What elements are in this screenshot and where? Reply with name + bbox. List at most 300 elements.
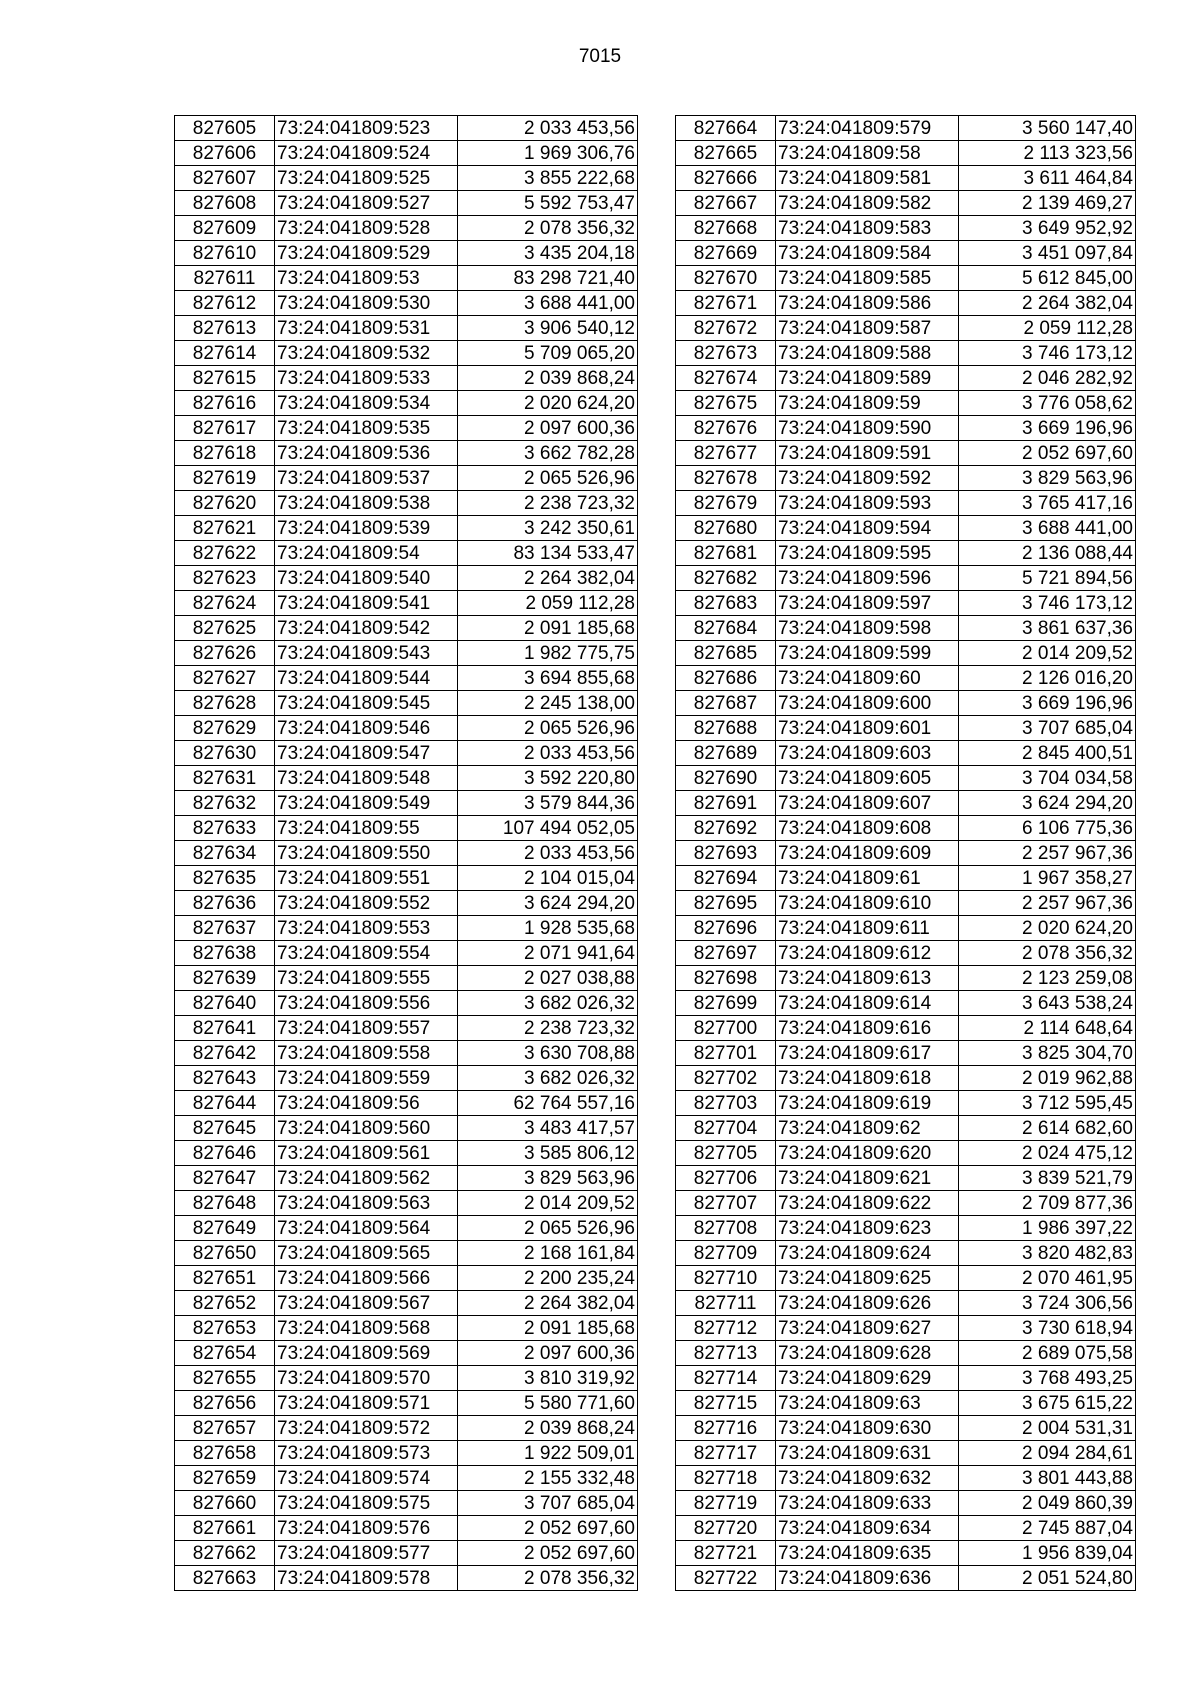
row-number-cell: 827688 — [676, 716, 776, 741]
value-cell: 1 956 839,04 — [959, 1541, 1136, 1566]
table-row — [676, 1541, 1136, 1566]
cadastral-number-cell: 73:24:041809:576 — [275, 1516, 458, 1541]
row-number-cell: 827696 — [676, 916, 776, 941]
cadastral-number-cell: 73:24:041809:610 — [776, 891, 959, 916]
value-cell: 2 238 723,32 — [458, 1016, 638, 1041]
cadastral-number-cell: 73:24:041809:551 — [275, 866, 458, 891]
row-number-cell: 827693 — [676, 841, 776, 866]
value-cell: 1 922 509,01 — [458, 1441, 638, 1466]
cadastral-number-cell: 73:24:041809:573 — [275, 1441, 458, 1466]
row-number-cell: 827671 — [676, 291, 776, 316]
cadastral-number-cell: 73:24:041809:620 — [776, 1141, 959, 1166]
table-row — [175, 491, 638, 516]
cadastral-number-cell: 73:24:041809:55 — [275, 816, 458, 841]
value-cell: 2 020 624,20 — [458, 391, 638, 416]
table-row — [676, 241, 1136, 266]
cadastral-number-cell: 73:24:041809:629 — [776, 1366, 959, 1391]
value-cell: 5 580 771,60 — [458, 1391, 638, 1416]
value-cell: 2 126 016,20 — [959, 666, 1136, 691]
cadastral-number-cell: 73:24:041809:61 — [776, 866, 959, 891]
row-number-cell: 827714 — [676, 1366, 776, 1391]
value-cell: 2 114 648,64 — [959, 1016, 1136, 1041]
value-cell: 2 033 453,56 — [458, 841, 638, 866]
value-cell: 2 155 332,48 — [458, 1466, 638, 1491]
row-number-cell: 827690 — [676, 766, 776, 791]
value-cell: 3 839 521,79 — [959, 1166, 1136, 1191]
cadastral-number-cell: 73:24:041809:621 — [776, 1166, 959, 1191]
table-row — [676, 1341, 1136, 1366]
table-row — [175, 1466, 638, 1491]
value-cell: 2 689 075,58 — [959, 1341, 1136, 1366]
row-number-cell: 827623 — [175, 566, 275, 591]
cadastral-number-cell: 73:24:041809:599 — [776, 641, 959, 666]
value-cell: 2 168 161,84 — [458, 1241, 638, 1266]
value-cell: 3 820 482,83 — [959, 1241, 1136, 1266]
cadastral-number-cell: 73:24:041809:59 — [776, 391, 959, 416]
table-row — [676, 1241, 1136, 1266]
value-cell: 2 264 382,04 — [458, 566, 638, 591]
cadastral-number-cell: 73:24:041809:603 — [776, 741, 959, 766]
value-cell: 3 675 615,22 — [959, 1391, 1136, 1416]
value-cell: 3 579 844,36 — [458, 791, 638, 816]
table-row — [676, 816, 1136, 841]
value-cell: 3 682 026,32 — [458, 1066, 638, 1091]
value-cell: 2 039 868,24 — [458, 1416, 638, 1441]
row-number-cell: 827694 — [676, 866, 776, 891]
cadastral-number-cell: 73:24:041809:525 — [275, 166, 458, 191]
table-row — [175, 1541, 638, 1566]
row-number-cell: 827636 — [175, 891, 275, 916]
row-number-cell: 827637 — [175, 916, 275, 941]
cadastral-number-cell: 73:24:041809:631 — [776, 1441, 959, 1466]
cadastral-number-cell: 73:24:041809:566 — [275, 1266, 458, 1291]
table-row — [175, 1416, 638, 1441]
table-row — [175, 1266, 638, 1291]
table-row — [676, 641, 1136, 666]
value-cell: 2 078 356,32 — [458, 1566, 638, 1591]
cadastral-number-cell: 73:24:041809:630 — [776, 1416, 959, 1441]
cadastral-number-cell: 73:24:041809:527 — [275, 191, 458, 216]
cadastral-table-right — [675, 115, 1136, 1591]
cadastral-number-cell: 73:24:041809:535 — [275, 416, 458, 441]
row-number-cell: 827712 — [676, 1316, 776, 1341]
value-cell: 3 682 026,32 — [458, 991, 638, 1016]
cadastral-number-cell: 73:24:041809:582 — [776, 191, 959, 216]
cadastral-number-cell: 73:24:041809:531 — [275, 316, 458, 341]
cadastral-number-cell: 73:24:041809:601 — [776, 716, 959, 741]
value-cell: 1 969 306,76 — [458, 141, 638, 166]
table-row — [175, 1566, 638, 1591]
row-number-cell: 827679 — [676, 491, 776, 516]
row-number-cell: 827670 — [676, 266, 776, 291]
value-cell: 2 014 209,52 — [959, 641, 1136, 666]
row-number-cell: 827646 — [175, 1141, 275, 1166]
row-number-cell: 827615 — [175, 366, 275, 391]
row-number-cell: 827674 — [676, 366, 776, 391]
value-cell: 2 123 259,08 — [959, 966, 1136, 991]
cadastral-number-cell: 73:24:041809:550 — [275, 841, 458, 866]
row-number-cell: 827700 — [676, 1016, 776, 1041]
value-cell: 2 091 185,68 — [458, 616, 638, 641]
value-cell: 3 662 782,28 — [458, 441, 638, 466]
table-row — [676, 791, 1136, 816]
row-number-cell: 827689 — [676, 741, 776, 766]
row-number-cell: 827619 — [175, 466, 275, 491]
table-row — [175, 416, 638, 441]
table-row — [676, 491, 1136, 516]
table-row — [175, 1041, 638, 1066]
table-row — [175, 841, 638, 866]
row-number-cell: 827701 — [676, 1041, 776, 1066]
row-number-cell: 827704 — [676, 1116, 776, 1141]
table-row — [175, 166, 638, 191]
value-cell: 2 614 682,60 — [959, 1116, 1136, 1141]
row-number-cell: 827709 — [676, 1241, 776, 1266]
row-number-cell: 827635 — [175, 866, 275, 891]
value-cell: 62 764 557,16 — [458, 1091, 638, 1116]
row-number-cell: 827607 — [175, 166, 275, 191]
row-number-cell: 827691 — [676, 791, 776, 816]
value-cell: 3 746 173,12 — [959, 591, 1136, 616]
row-number-cell: 827638 — [175, 941, 275, 966]
table-row — [175, 866, 638, 891]
row-number-cell: 827717 — [676, 1441, 776, 1466]
table-row — [676, 841, 1136, 866]
table-row — [676, 191, 1136, 216]
cadastral-number-cell: 73:24:041809:62 — [776, 1116, 959, 1141]
cadastral-number-cell: 73:24:041809:595 — [776, 541, 959, 566]
value-cell: 2 033 453,56 — [458, 116, 638, 141]
cadastral-number-cell: 73:24:041809:529 — [275, 241, 458, 266]
table-row — [676, 391, 1136, 416]
cadastral-number-cell: 73:24:041809:557 — [275, 1016, 458, 1041]
value-cell: 2 094 284,61 — [959, 1441, 1136, 1466]
table-row — [175, 566, 638, 591]
table-row — [175, 1241, 638, 1266]
row-number-cell: 827720 — [676, 1516, 776, 1541]
value-cell: 2 264 382,04 — [959, 291, 1136, 316]
cadastral-number-cell: 73:24:041809:547 — [275, 741, 458, 766]
table-row — [175, 1391, 638, 1416]
value-cell: 3 592 220,80 — [458, 766, 638, 791]
row-number-cell: 827611 — [175, 266, 275, 291]
row-number-cell: 827685 — [676, 641, 776, 666]
table-row — [175, 441, 638, 466]
table-row — [676, 441, 1136, 466]
value-cell: 2 257 967,36 — [959, 841, 1136, 866]
row-number-cell: 827621 — [175, 516, 275, 541]
cadastral-number-cell: 73:24:041809:597 — [776, 591, 959, 616]
value-cell: 5 721 894,56 — [959, 566, 1136, 591]
value-cell: 107 494 052,05 — [458, 816, 638, 841]
cadastral-number-cell: 73:24:041809:591 — [776, 441, 959, 466]
value-cell: 3 624 294,20 — [458, 891, 638, 916]
value-cell: 3 724 306,56 — [959, 1291, 1136, 1316]
row-number-cell: 827627 — [175, 666, 275, 691]
cadastral-number-cell: 73:24:041809:581 — [776, 166, 959, 191]
row-number-cell: 827629 — [175, 716, 275, 741]
table-row — [676, 966, 1136, 991]
cadastral-number-cell: 73:24:041809:548 — [275, 766, 458, 791]
row-number-cell: 827648 — [175, 1191, 275, 1216]
value-cell: 3 707 685,04 — [959, 716, 1136, 741]
cadastral-number-cell: 73:24:041809:623 — [776, 1216, 959, 1241]
row-number-cell: 827643 — [175, 1066, 275, 1091]
row-number-cell: 827649 — [175, 1216, 275, 1241]
table-row — [676, 1291, 1136, 1316]
cadastral-number-cell: 73:24:041809:540 — [275, 566, 458, 591]
table-row — [676, 1216, 1136, 1241]
value-cell: 2 071 941,64 — [458, 941, 638, 966]
value-cell: 2 052 697,60 — [959, 441, 1136, 466]
value-cell: 3 669 196,96 — [959, 691, 1136, 716]
table-row — [175, 191, 638, 216]
table-row — [676, 941, 1136, 966]
cadastral-number-cell: 73:24:041809:572 — [275, 1416, 458, 1441]
value-cell: 3 768 493,25 — [959, 1366, 1136, 1391]
table-row — [676, 116, 1136, 141]
table-row — [676, 1441, 1136, 1466]
cadastral-number-cell: 73:24:041809:585 — [776, 266, 959, 291]
cadastral-number-cell: 73:24:041809:589 — [776, 366, 959, 391]
cadastral-number-cell: 73:24:041809:626 — [776, 1291, 959, 1316]
table-row — [676, 1391, 1136, 1416]
table-row — [175, 766, 638, 791]
value-cell: 2 104 015,04 — [458, 866, 638, 891]
row-number-cell: 827684 — [676, 616, 776, 641]
table-row — [175, 616, 638, 641]
row-number-cell: 827634 — [175, 841, 275, 866]
value-cell: 2 065 526,96 — [458, 1216, 638, 1241]
row-number-cell: 827610 — [175, 241, 275, 266]
table-row — [676, 316, 1136, 341]
cadastral-number-cell: 73:24:041809:612 — [776, 941, 959, 966]
value-cell: 3 810 319,92 — [458, 1366, 638, 1391]
row-number-cell: 827659 — [175, 1466, 275, 1491]
row-number-cell: 827716 — [676, 1416, 776, 1441]
table-row — [676, 1366, 1136, 1391]
value-cell: 3 707 685,04 — [458, 1491, 638, 1516]
cadastral-number-cell: 73:24:041809:634 — [776, 1516, 959, 1541]
row-number-cell: 827632 — [175, 791, 275, 816]
value-cell: 3 585 806,12 — [458, 1141, 638, 1166]
table-row — [175, 316, 638, 341]
value-cell: 2 200 235,24 — [458, 1266, 638, 1291]
cadastral-number-cell: 73:24:041809:593 — [776, 491, 959, 516]
cadastral-number-cell: 73:24:041809:523 — [275, 116, 458, 141]
table-row — [175, 691, 638, 716]
cadastral-number-cell: 73:24:041809:553 — [275, 916, 458, 941]
row-number-cell: 827665 — [676, 141, 776, 166]
table-row — [676, 141, 1136, 166]
cadastral-number-cell: 73:24:041809:560 — [275, 1116, 458, 1141]
row-number-cell: 827608 — [175, 191, 275, 216]
cadastral-number-cell: 73:24:041809:587 — [776, 316, 959, 341]
cadastral-number-cell: 73:24:041809:614 — [776, 991, 959, 1016]
row-number-cell: 827651 — [175, 1266, 275, 1291]
value-cell: 3 435 204,18 — [458, 241, 638, 266]
row-number-cell: 827609 — [175, 216, 275, 241]
row-number-cell: 827708 — [676, 1216, 776, 1241]
value-cell: 2 097 600,36 — [458, 416, 638, 441]
value-cell: 3 704 034,58 — [959, 766, 1136, 791]
table-row — [676, 716, 1136, 741]
row-number-cell: 827680 — [676, 516, 776, 541]
table-row — [676, 416, 1136, 441]
table-row — [676, 1491, 1136, 1516]
row-number-cell: 827660 — [175, 1491, 275, 1516]
row-number-cell: 827666 — [676, 166, 776, 191]
table-row — [676, 1316, 1136, 1341]
table-row — [676, 616, 1136, 641]
cadastral-number-cell: 73:24:041809:611 — [776, 916, 959, 941]
cadastral-number-cell: 73:24:041809:616 — [776, 1016, 959, 1041]
value-cell: 3 451 097,84 — [959, 241, 1136, 266]
row-number-cell: 827617 — [175, 416, 275, 441]
value-cell: 3 694 855,68 — [458, 666, 638, 691]
value-cell: 2 078 356,32 — [959, 941, 1136, 966]
cadastral-number-cell: 73:24:041809:575 — [275, 1491, 458, 1516]
cadastral-number-cell: 73:24:041809:539 — [275, 516, 458, 541]
row-number-cell: 827713 — [676, 1341, 776, 1366]
table-row — [175, 816, 638, 841]
row-number-cell: 827628 — [175, 691, 275, 716]
value-cell: 2 052 697,60 — [458, 1541, 638, 1566]
table-row — [175, 116, 638, 141]
value-cell: 3 730 618,94 — [959, 1316, 1136, 1341]
row-number-cell: 827616 — [175, 391, 275, 416]
value-cell: 1 928 535,68 — [458, 916, 638, 941]
value-cell: 3 712 595,45 — [959, 1091, 1136, 1116]
value-cell: 2 004 531,31 — [959, 1416, 1136, 1441]
cadastral-number-cell: 73:24:041809:558 — [275, 1041, 458, 1066]
table-row — [676, 1016, 1136, 1041]
row-number-cell: 827655 — [175, 1366, 275, 1391]
row-number-cell: 827642 — [175, 1041, 275, 1066]
row-number-cell: 827702 — [676, 1066, 776, 1091]
table-row — [175, 466, 638, 491]
value-cell: 2 245 138,00 — [458, 691, 638, 716]
value-cell: 3 855 222,68 — [458, 166, 638, 191]
table-row — [676, 666, 1136, 691]
table-row — [676, 516, 1136, 541]
table-row — [175, 1116, 638, 1141]
cadastral-number-cell: 73:24:041809:624 — [776, 1241, 959, 1266]
row-number-cell: 827654 — [175, 1341, 275, 1366]
row-number-cell: 827668 — [676, 216, 776, 241]
table-row — [175, 541, 638, 566]
row-number-cell: 827653 — [175, 1316, 275, 1341]
row-number-cell: 827658 — [175, 1441, 275, 1466]
page-number: 7015 — [578, 46, 622, 67]
table-row — [175, 1141, 638, 1166]
value-cell: 2 238 723,32 — [458, 491, 638, 516]
value-cell: 3 483 417,57 — [458, 1116, 638, 1141]
row-number-cell: 827699 — [676, 991, 776, 1016]
value-cell: 2 019 962,88 — [959, 1066, 1136, 1091]
row-number-cell: 827626 — [175, 641, 275, 666]
value-cell: 2 091 185,68 — [458, 1316, 638, 1341]
row-number-cell: 827722 — [676, 1566, 776, 1591]
cadastral-number-cell: 73:24:041809:549 — [275, 791, 458, 816]
table-row — [676, 1091, 1136, 1116]
cadastral-number-cell: 73:24:041809:63 — [776, 1391, 959, 1416]
value-cell: 2 113 323,56 — [959, 141, 1136, 166]
value-cell: 5 592 753,47 — [458, 191, 638, 216]
cadastral-number-cell: 73:24:041809:636 — [776, 1566, 959, 1591]
value-cell: 2 059 112,28 — [959, 316, 1136, 341]
table-row — [175, 341, 638, 366]
row-number-cell: 827678 — [676, 466, 776, 491]
row-number-cell: 827645 — [175, 1116, 275, 1141]
value-cell: 6 106 775,36 — [959, 816, 1136, 841]
row-number-cell: 827613 — [175, 316, 275, 341]
value-cell: 3 746 173,12 — [959, 341, 1136, 366]
cadastral-number-cell: 73:24:041809:598 — [776, 616, 959, 641]
cadastral-number-cell: 73:24:041809:565 — [275, 1241, 458, 1266]
value-cell: 2 257 967,36 — [959, 891, 1136, 916]
cadastral-number-cell: 73:24:041809:588 — [776, 341, 959, 366]
value-cell: 1 967 358,27 — [959, 866, 1136, 891]
row-number-cell: 827706 — [676, 1166, 776, 1191]
table-row — [175, 391, 638, 416]
value-cell: 3 611 464,84 — [959, 166, 1136, 191]
value-cell: 5 709 065,20 — [458, 341, 638, 366]
value-cell: 3 630 708,88 — [458, 1041, 638, 1066]
table-row — [676, 566, 1136, 591]
table-row — [175, 916, 638, 941]
cadastral-number-cell: 73:24:041809:554 — [275, 941, 458, 966]
table-row — [676, 1041, 1136, 1066]
table-row — [175, 641, 638, 666]
value-cell: 2 070 461,95 — [959, 1266, 1136, 1291]
table-row — [676, 1566, 1136, 1591]
cadastral-number-cell: 73:24:041809:530 — [275, 291, 458, 316]
value-cell: 2 845 400,51 — [959, 741, 1136, 766]
table-row — [676, 766, 1136, 791]
value-cell: 3 669 196,96 — [959, 416, 1136, 441]
cadastral-number-cell: 73:24:041809:545 — [275, 691, 458, 716]
table-row — [175, 791, 638, 816]
table-row — [676, 741, 1136, 766]
cadastral-number-cell: 73:24:041809:592 — [776, 466, 959, 491]
row-number-cell: 827695 — [676, 891, 776, 916]
row-number-cell: 827718 — [676, 1466, 776, 1491]
cadastral-number-cell: 73:24:041809:608 — [776, 816, 959, 841]
cadastral-number-cell: 73:24:041809:537 — [275, 466, 458, 491]
value-cell: 2 709 877,36 — [959, 1191, 1136, 1216]
value-cell: 2 136 088,44 — [959, 541, 1136, 566]
table-row — [175, 516, 638, 541]
row-number-cell: 827630 — [175, 741, 275, 766]
value-cell: 2 020 624,20 — [959, 916, 1136, 941]
cadastral-number-cell: 73:24:041809:607 — [776, 791, 959, 816]
cadastral-number-cell: 73:24:041809:533 — [275, 366, 458, 391]
cadastral-number-cell: 73:24:041809:569 — [275, 1341, 458, 1366]
cadastral-number-cell: 73:24:041809:571 — [275, 1391, 458, 1416]
row-number-cell: 827625 — [175, 616, 275, 641]
cadastral-number-cell: 73:24:041809:625 — [776, 1266, 959, 1291]
cadastral-number-cell: 73:24:041809:594 — [776, 516, 959, 541]
value-cell: 3 765 417,16 — [959, 491, 1136, 516]
row-number-cell: 827622 — [175, 541, 275, 566]
table-row — [676, 541, 1136, 566]
cadastral-number-cell: 73:24:041809:627 — [776, 1316, 959, 1341]
cadastral-number-cell: 73:24:041809:58 — [776, 141, 959, 166]
cadastral-number-cell: 73:24:041809:552 — [275, 891, 458, 916]
row-number-cell: 827618 — [175, 441, 275, 466]
cadastral-number-cell: 73:24:041809:543 — [275, 641, 458, 666]
